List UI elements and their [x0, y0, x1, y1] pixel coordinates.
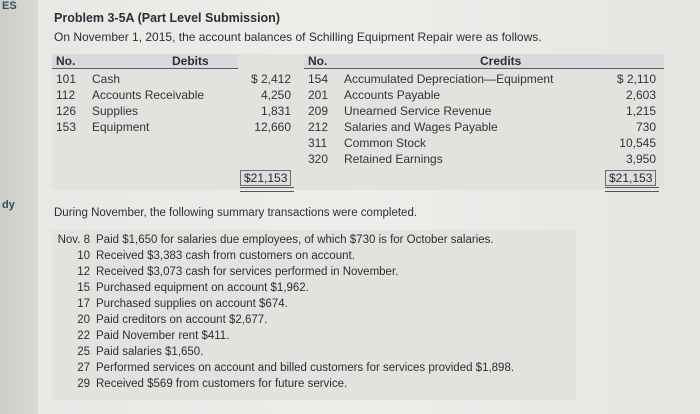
transaction-text: Received $3,073 cash for services performed in November. — [96, 266, 399, 278]
debits-header-underline — [52, 68, 238, 69]
transaction-text: Performed services on account and billed customers for services provided $1,898. — [96, 362, 515, 374]
transaction-date: 25 — [77, 346, 90, 358]
account-amount: 3,950 — [625, 152, 656, 166]
account-amount: $ 2,412 — [250, 72, 291, 86]
account-name: Equipment — [92, 120, 150, 134]
account-name: Common Stock — [344, 136, 427, 150]
account-name: Salaries and Wages Payable — [344, 120, 498, 134]
side-label-top: ES — [2, 0, 17, 12]
transaction-date: 27 — [77, 362, 90, 374]
debits-header: Debits — [172, 54, 209, 68]
credits-no-header: No. — [308, 54, 328, 68]
transaction-text: Received $569 from customers for future service. — [96, 378, 348, 390]
transaction-text: Purchased equipment on account $1,962. — [96, 282, 309, 294]
account-name: Accumulated Depreciation—Equipment — [344, 72, 554, 86]
transaction-text: Purchased supplies on account $674. — [96, 298, 288, 310]
credits-header-underline — [304, 68, 664, 69]
account-number: 201 — [308, 88, 329, 102]
transaction-text: Paid creditors on account $2,677. — [96, 314, 268, 326]
debits-no-header: No. — [56, 54, 76, 68]
debits-total-double-rule — [240, 187, 294, 192]
account-number: 320 — [308, 152, 329, 166]
side-label-bottom: dy — [2, 199, 15, 211]
transaction-date: 15 — [77, 282, 90, 294]
account-name: Retained Earnings — [344, 152, 443, 166]
transaction-text: Received $3,383 cash from customers on account. — [96, 250, 355, 262]
account-number: 209 — [308, 104, 329, 118]
account-amount: 10,545 — [619, 136, 656, 150]
account-amount: 1,215 — [625, 104, 656, 118]
account-number: 153 — [56, 120, 77, 134]
problem-title: Problem 3-5A (Part Level Submission) — [54, 11, 280, 25]
transaction-date: 12 — [77, 266, 90, 278]
account-amount: 730 — [635, 120, 656, 134]
account-number: 112 — [56, 88, 76, 102]
transaction-text: Paid $1,650 for salaries due employees, of which $730 is for October salaries. — [96, 234, 494, 246]
left-margin-strip — [0, 0, 38, 414]
account-number: 311 — [308, 136, 328, 150]
transaction-date: 17 — [77, 298, 90, 310]
balances-table — [52, 54, 664, 190]
intro-text: On November 1, 2015, the account balances of Schilling Equipment Repair were as follows. — [54, 30, 542, 44]
account-name: Unearned Service Revenue — [344, 104, 492, 118]
account-amount: 12,660 — [254, 120, 291, 134]
transaction-date: 10 — [77, 250, 90, 262]
account-name: Supplies — [92, 104, 139, 118]
account-name: Accounts Payable — [344, 88, 441, 102]
transaction-date: 29 — [77, 378, 90, 390]
document-page — [38, 0, 700, 414]
account-amount: 1,831 — [260, 104, 291, 118]
debits-total: $21,153 — [240, 170, 291, 186]
account-number: 126 — [56, 104, 77, 118]
debits-header-band — [52, 54, 238, 68]
account-amount: 2,603 — [625, 88, 656, 102]
credits-total: $21,153 — [605, 170, 656, 186]
transaction-date: 22 — [77, 330, 90, 342]
account-name: Accounts Receivable — [92, 88, 205, 102]
transaction-text: Paid November rent $411. — [96, 330, 230, 342]
credits-total-double-rule — [605, 187, 659, 192]
transactions-intro: During November, the following summary transactions were completed. — [54, 207, 418, 219]
account-number: 101 — [56, 72, 77, 86]
transaction-date: 20 — [77, 314, 90, 326]
account-amount: $ 2,110 — [616, 72, 656, 86]
account-number: 212 — [308, 120, 329, 134]
transaction-date: Nov. 8 — [57, 234, 90, 246]
account-amount: 4,250 — [260, 88, 291, 102]
transactions-list — [52, 230, 576, 400]
account-number: 154 — [308, 72, 329, 86]
transaction-text: Paid salaries $1,650. — [96, 346, 204, 358]
account-name: Cash — [92, 72, 121, 86]
credits-header: Credits — [480, 54, 522, 68]
